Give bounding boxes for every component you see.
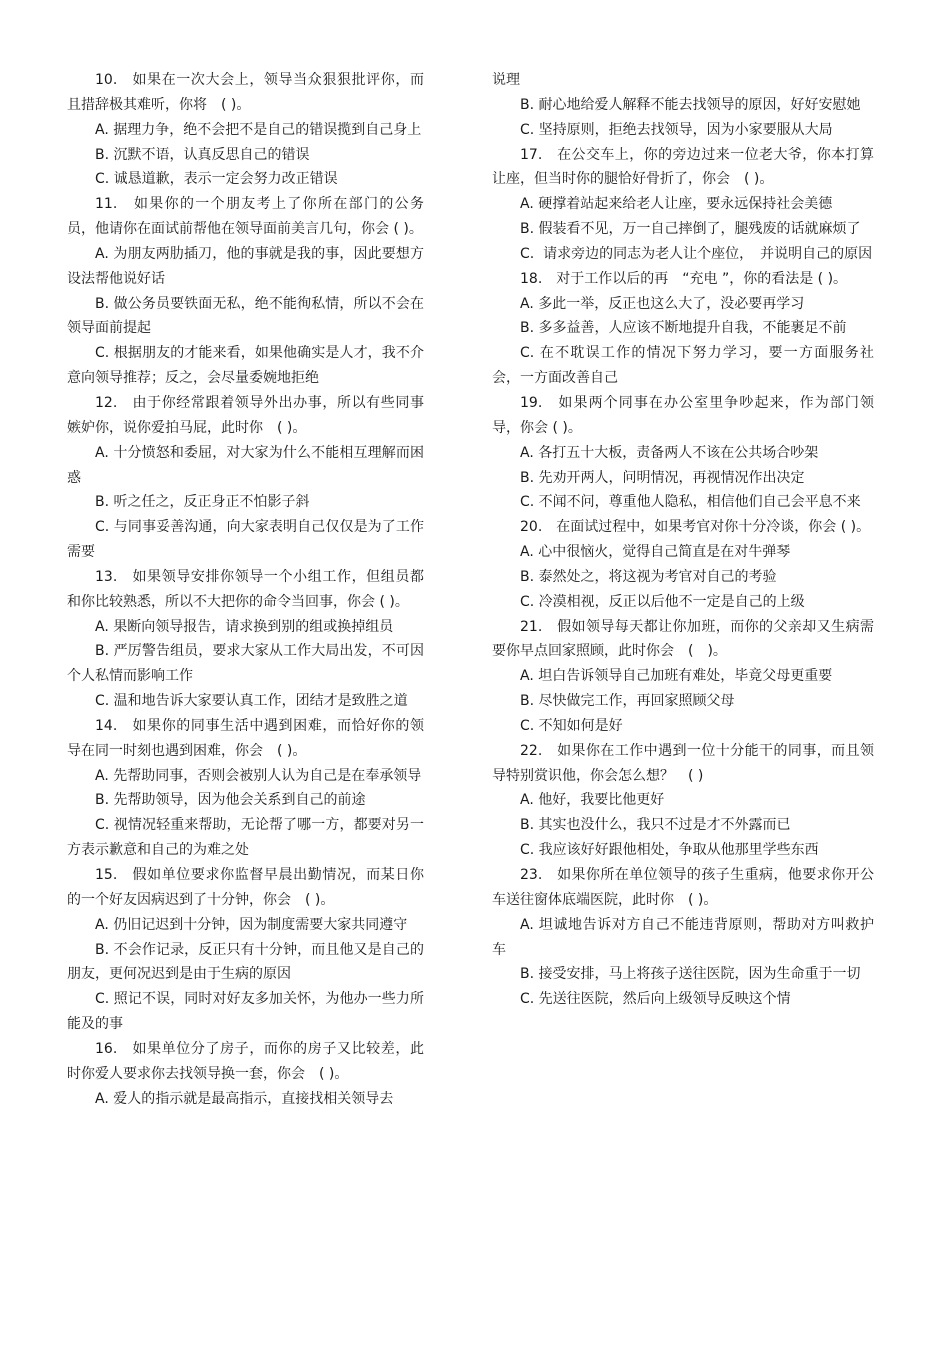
answer-option: C. 诚恳道歉，表示一定会努力改正错误 [95,171,338,188]
question-text: 21. 假如领导每天都让你加班，而你的父亲却又生病需要你早点回家照顾，此时你会 ( )。 [492,618,874,660]
answer-option: C. 温和地告诉大家要认真工作，团结才是致胜之道 [95,693,408,710]
answer-option: C. 根据朋友的才能来看，如果他确实是人才，我不介意向领导推荐；反之，会尽量委婉地拒绝 [67,345,424,387]
answer-option: A. 他好，我要比他更好 [520,792,665,809]
question-text: 11. 如果你的一个朋友考上了你所在部门的公务员，他请你在面试前帮他在领导面前美言几句，你会 ( )。 [67,196,424,238]
answer-option: A. 仍旧记迟到十分钟，因为制度需要大家共同遵守 [95,916,408,933]
answer-option: A. 果断向领导报告，请求换到别的组或换掉组员 [95,618,394,635]
answer-option: B. 严厉警告组员，要求大家从工作大局出发，不可因个人私情而影响工作 [67,643,424,685]
left-column [67,68,424,1111]
answer-option: A. 硬撑着站起来给老人让座，要永远保持社会美德 [520,196,833,213]
answer-option: B. 先帮助领导，因为他会关系到自己的前途 [95,792,366,809]
answer-option: C. 先送往医院，然后向上级领导反映这个情 [520,991,791,1008]
answer-option: C. 与同事妥善沟通，向大家表明自己仅仅是为了工作需要 [67,519,424,561]
question-text: 20. 在面试过程中，如果考官对你十分冷谈，你会 ( )。 [520,519,871,536]
answer-option: B. 接受安排，马上将孩子送往医院，因为生命重于一切 [520,966,861,983]
answer-option: B. 耐心地给爱人解释不能去找领导的原因，好好安慰她 [520,96,861,113]
question-text: 15. 假如单位要求你监督早晨出勤情况，而某日你的一个好友因病迟到了十分钟，你会 ( )。 [67,867,424,908]
answer-option: A. 心中很恼火，觉得自己简直是在对牛弹琴 [520,544,791,561]
answer-option: B. 假装看不见，万一自己摔倒了，腿残废的话就麻烦了 [520,221,861,238]
answer-option: B. 听之任之，反正身正不怕影子斜 [95,494,310,511]
answer-option: B. 不会作记录，反正只有十分钟，而且他又是自己的朋友，更何况迟到是由于生病的原因 [67,941,424,983]
answer-option: A. 十分愤怒和委屈，对大家为什么不能相互理解而困惑 [67,444,424,486]
answer-option: B. 其实也没什么，我只不过是才不外露而已 [520,817,791,834]
answer-option: B. 沉默不语，认真反思自己的错误 [95,146,310,163]
question-text: 22. 如果你在工作中遇到一位十分能干的同事，而且领导特别赏识他，你会怎么想？ ( ) [492,742,874,784]
continued-text: 说理 [492,72,520,88]
question-text: 13. 如果领导安排你领导一个小组工作，但组员都和你比较熟悉，所以不大把你的命令当回事，你会 ( )。 [67,568,424,610]
question-text: 12. 由于你经常跟着领导外出办事，所以有些同事嫉妒你，说你爱拍马屁，此时你 ( )。 [67,394,424,436]
question-text: 17. 在公交车上，你的旁边过来一位老大爷，你本打算让座，但当时你的腿恰好骨折了，你会 ( )。 [492,146,874,188]
question-text: 19. 如果两个同事在办公室里争吵起来，作为部门领导，你会 ( )。 [492,394,874,436]
question-text: 23. 如果你所在单位领导的孩子生重病，他要求你开公车送往窗体底端医院，此时你 ( )。 [492,867,874,908]
answer-option: A. 坦白告诉领导自己加班有难处，毕竟父母更重要 [520,668,833,685]
answer-option: C. 在不耽误工作的情况下努力学习，要一方面服务社会，一方面改善自己 [492,345,874,387]
answer-option: B. 做公务员要铁面无私，绝不能徇私情，所以不会在领导面前提起 [67,295,424,337]
answer-option: A. 爱人的指示就是最高指示，直接找相关领导去 [95,1090,394,1107]
answer-option: C. 不闻不问，尊重他人隐私，相信他们自己会平息不来 [520,494,861,511]
question-text: 18. 对于工作以后的再 “充电 ”，你的看法是 ( )。 [520,270,848,287]
answer-option: C. 照记不误，同时对好友多加关怀，为他办一些力所能及的事 [67,991,424,1033]
question-text: 16. 如果单位分了房子，而你的房子又比较差，此时你爱人要求你去找领导换一套，你会 ( )。 [67,1040,424,1082]
answer-option: C. 冷漠相视，反正以后他不一定是自己的上级 [520,593,805,610]
answer-option: C. 坚持原则，拒绝去找领导，因为小家要服从大局 [520,121,833,138]
question-text: 10. 如果在一次大会上，领导当众狠狠批评你，而且措辞极其难听，你将 ( )。 [67,72,424,113]
answer-option: C. 请求旁边的同志为老人让个座位， 并说明自己的原因 [520,245,873,262]
answer-option: A. 多此一举，反正也这么大了，没必要再学习 [520,295,805,312]
answer-option: A. 为朋友两肋插刀，他的事就是我的事，因此要想方设法帮他说好话 [67,245,424,287]
answer-option: B. 泰然处之，将这视为考官对自己的考验 [520,568,777,585]
right-column [492,68,874,1012]
answer-option: C. 我应该好好跟他相处，争取从他那里学些东西 [520,842,819,859]
answer-option: B. 先劝开两人，问明情况，再视情况作出决定 [520,469,805,486]
question-text: 14. 如果你的同事生活中遇到困难，而恰好你的领导在同一时刻也遇到困难，你会 ( )。 [67,717,424,759]
answer-option: C. 不知如何是好 [520,717,623,734]
answer-option: A. 各打五十大板，责备两人不该在公共场合吵架 [520,444,819,461]
answer-option: A. 先帮助同事，否则会被别人认为自己是在奉承领导 [95,767,422,784]
answer-option: A. 坦诚地告诉对方自己不能违背原则，帮助对方叫救护车 [492,916,874,958]
answer-option: A. 据理力争，绝不会把不是自己的错误揽到自己身上 [95,121,422,138]
answer-option: B. 尽快做完工作，再回家照顾父母 [520,693,735,710]
answer-option: C. 视情况轻重来帮助，无论帮了哪一方，都要对另一方表示歉意和自己的为难之处 [67,817,424,859]
answer-option: B. 多多益善，人应该不断地提升自我，不能裹足不前 [520,320,847,337]
